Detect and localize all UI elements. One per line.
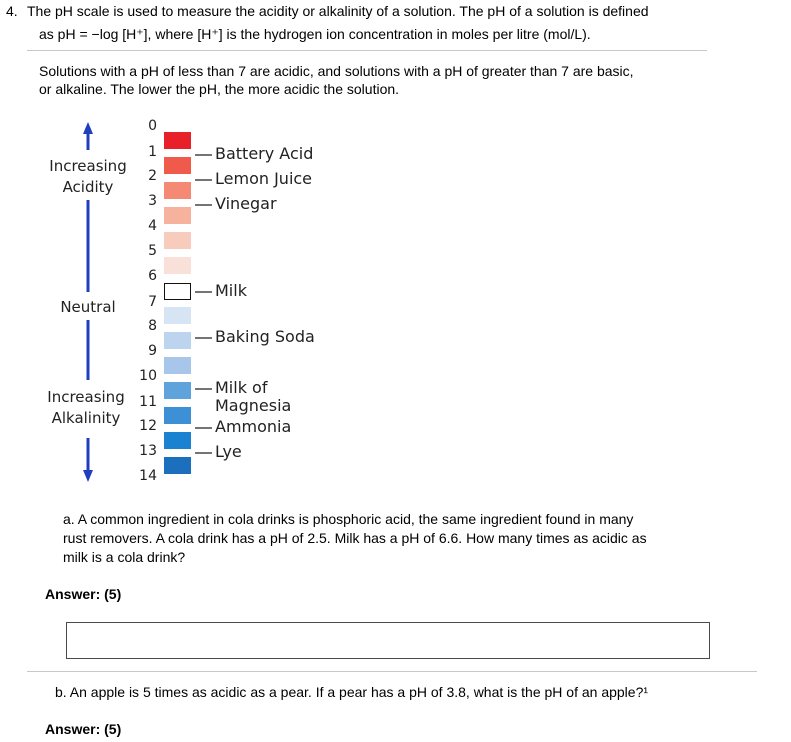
part-a-answer-label: Answer: (5) bbox=[45, 586, 122, 602]
alkalinity-label: Increasing Alkalinity bbox=[47, 388, 125, 427]
substance-baking-soda: Baking Soda bbox=[215, 327, 315, 346]
ph-number-14: 14 bbox=[139, 468, 157, 484]
ph-number-11: 11 bbox=[139, 394, 157, 410]
ph-swatch bbox=[164, 257, 191, 274]
substance-milk-of-magnesia: Milk of Magnesia bbox=[215, 378, 292, 415]
ph-swatch bbox=[164, 357, 191, 374]
question-intro-line2: as pH = −log [H⁺], where [H⁺] is the hydrogen ion concentration in moles per litre (mol/L). bbox=[39, 26, 591, 42]
part-a-line2: rust removers. A cola drink has a pH of 2.5. Milk has a pH of 6.6. How many times as acidic as bbox=[63, 530, 647, 546]
ph-number-8: 8 bbox=[148, 318, 157, 334]
part-a-line3: milk is a cola drink? bbox=[63, 549, 186, 565]
part-a-line1: a. A common ingredient in cola drinks is phosphoric acid, the same ingredient found in many bbox=[63, 511, 634, 527]
info-paragraph-line2: or alkaline. The lower the pH, the more acidic the solution. bbox=[39, 81, 400, 97]
substance-milk: Milk bbox=[215, 281, 247, 300]
ph-number-7: 7 bbox=[148, 294, 157, 310]
substance-ammonia: Ammonia bbox=[215, 417, 292, 436]
ph-number-1: 1 bbox=[148, 144, 157, 160]
divider bbox=[27, 671, 757, 672]
ph-swatch bbox=[164, 132, 191, 149]
info-paragraph-line1: Solutions with a pH of less than 7 are acidic, and solutions with a pH of greater than 7 are basic, bbox=[39, 63, 634, 79]
ph-number-5: 5 bbox=[148, 243, 157, 259]
ph-swatch bbox=[164, 157, 191, 174]
part-a-answer-input[interactable] bbox=[66, 622, 710, 659]
ph-swatch bbox=[164, 283, 191, 300]
neutral-label: Neutral bbox=[60, 298, 116, 316]
acidity-label: Increasing Acidity bbox=[49, 157, 127, 196]
part-b-question: b. An apple is 5 times as acidic as a pear. If a pear has a pH of 3.8, what is the pH of an apple?¹ bbox=[55, 684, 649, 700]
ph-number-2: 2 bbox=[148, 168, 157, 184]
alkalinity-arrow-head bbox=[83, 470, 93, 482]
ph-number-0: 0 bbox=[148, 118, 157, 134]
part-b-answer-label: Answer: (5) bbox=[45, 721, 122, 737]
ph-swatch bbox=[164, 332, 191, 349]
ph-number-10: 10 bbox=[139, 368, 157, 384]
acidity-arrow-head bbox=[83, 122, 93, 134]
ph-number-6: 6 bbox=[148, 268, 157, 284]
ph-swatch bbox=[164, 457, 191, 474]
substance-lemon-juice: Lemon Juice bbox=[215, 169, 313, 188]
substance-vinegar: Vinegar bbox=[215, 194, 277, 213]
ph-swatch bbox=[164, 307, 191, 324]
question-number: 4. bbox=[6, 3, 18, 19]
ph-number-12: 12 bbox=[139, 418, 157, 434]
substance-lye: Lye bbox=[215, 442, 242, 461]
ph-number-3: 3 bbox=[148, 193, 157, 209]
substance-battery-acid: Battery Acid bbox=[215, 144, 314, 163]
ph-swatch bbox=[164, 182, 191, 199]
question-intro-line1: The pH scale is used to measure the acidity or alkalinity of a solution. The pH of a solution is defined bbox=[27, 3, 649, 19]
ph-swatch bbox=[164, 407, 191, 424]
ph-number-13: 13 bbox=[139, 443, 157, 459]
ph-swatch bbox=[164, 207, 191, 224]
ph-swatch bbox=[164, 432, 191, 449]
ph-number-9: 9 bbox=[148, 343, 157, 359]
ph-swatch bbox=[164, 382, 191, 399]
ph-number-4: 4 bbox=[148, 218, 157, 234]
ph-swatch bbox=[164, 232, 191, 249]
